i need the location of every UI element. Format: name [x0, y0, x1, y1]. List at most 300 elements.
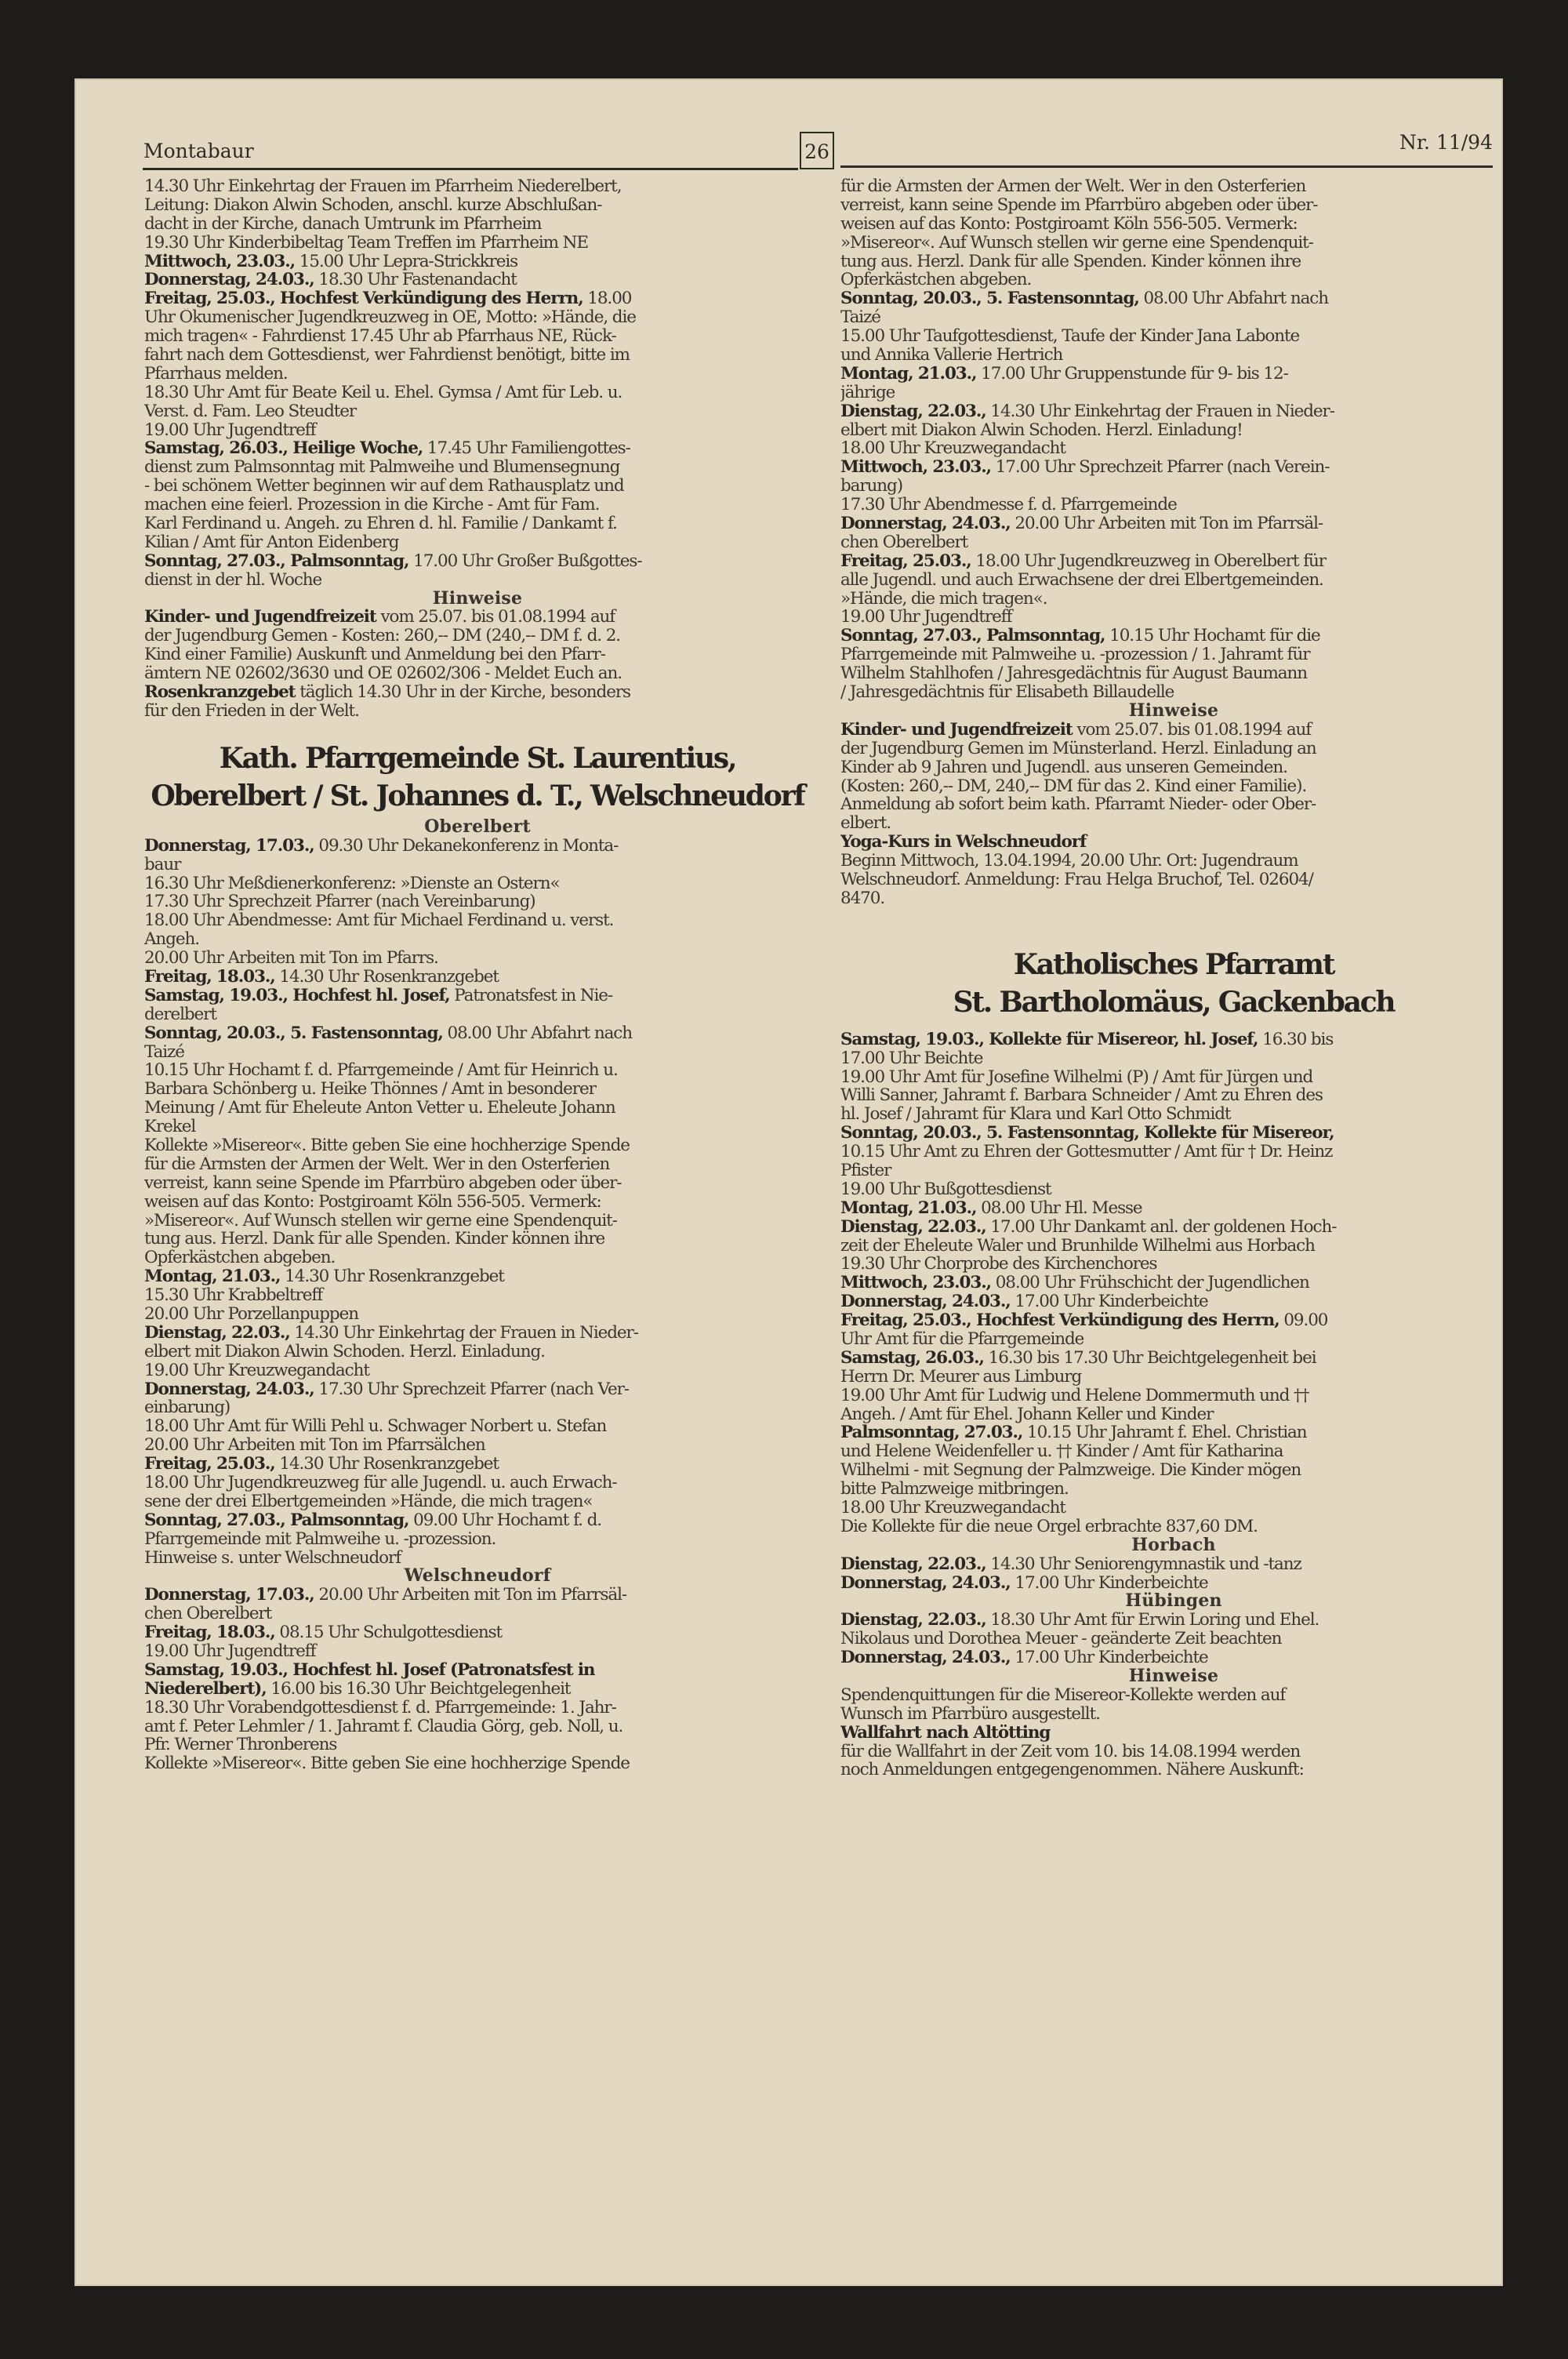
bold-lead: Donnerstag, 17.03., [144, 836, 314, 856]
line-text: für den Frieden in der Welt. [144, 701, 359, 721]
text-line [144, 1754, 811, 1773]
line-text: 18.00 [583, 289, 632, 309]
text-line [840, 552, 1507, 571]
text-line [144, 608, 811, 627]
text-line [144, 1212, 811, 1230]
text-line [144, 1249, 811, 1267]
bold-lead: Samstag, 26.03., Heilige Woche, [144, 439, 423, 459]
line-text: 08.00 Uhr Hl. Messe [976, 1198, 1142, 1218]
line-text: 14.30 Uhr Rosenkranzgebet [274, 1455, 499, 1474]
bold-lead: Dienstag, 22.03., [144, 1323, 290, 1343]
line-text: »Hände, die mich tragen«. [840, 589, 1047, 609]
bold-lead: Mittwoch, 23.03., [840, 1274, 991, 1293]
line-text: derelbert [144, 1005, 216, 1024]
line-text: Wunsch im Pfarrbüro ausgestellt. [840, 1704, 1100, 1724]
text-line [144, 1043, 811, 1062]
bold-lead: Freitag, 25.03., [144, 1455, 275, 1474]
line-text: 18.30 Uhr Amt für Beate Keil u. Ehel. Gymsa / Amt für Leb. u. [144, 383, 622, 402]
bold-lead: Wallfahrt nach Altötting [840, 1723, 1051, 1743]
line-text: fahrt nach dem Gottesdienst, wer Fahrdienst benötigt, bitte im [144, 346, 630, 365]
text-line [144, 514, 811, 533]
text-line [144, 911, 811, 930]
text-line [144, 552, 811, 571]
text-line [840, 383, 1507, 402]
line-text: für die Ärmsten der Armen der Welt. Wer in den Osterferien [144, 1154, 610, 1174]
line-text: chen Oberelbert [840, 533, 968, 552]
line-text: Patronatsfest in Nie- [449, 986, 613, 1005]
line-text: Pfr. Werner Thronberens [144, 1736, 337, 1755]
line-text: Wilhelm Stahlhofen / Jahresgedächtnis für August Baumann [840, 664, 1307, 684]
hinweise-heading-right: Hinweise [1128, 701, 1219, 721]
text-line [144, 1642, 811, 1661]
line-text: 15.00 Uhr Taufgottesdienst, Taufe der Kinder Jana Labonte [840, 327, 1300, 347]
section-title-gackenbach-1: Katholisches Pfarramt [1013, 947, 1334, 981]
text-line [144, 930, 811, 949]
text-line [840, 1648, 1507, 1667]
text-line [144, 1492, 811, 1511]
text-line [144, 683, 811, 702]
text-line [840, 1574, 1507, 1593]
line-text: vom 25.07. bis 01.08.1994 auf [1072, 720, 1312, 740]
text-line [144, 1118, 811, 1136]
text-line [144, 1174, 811, 1193]
text-line [144, 327, 811, 346]
line-text: tung aus. Herzl. Dank für alle Spenden. Kinder können ihre [144, 1230, 605, 1249]
line-text: Verst. d. Fam. Leo Steudter [144, 402, 357, 421]
text-line [144, 892, 811, 911]
bold-lead: Kinder- und Jugendfreizeit [144, 608, 376, 627]
line-text: 17.30 Uhr Abendmesse f. d. Pfarrgemeinde [840, 496, 1177, 515]
line-text: 18.00 Uhr Kreuzwegandacht [840, 439, 1065, 459]
bold-lead: Donnerstag, 24.03., [840, 1573, 1011, 1593]
line-text: / Jahresgedächtnis für Elisabeth Billaudelle [840, 683, 1174, 702]
line-text: 18.00 Uhr Kreuzwegandacht [840, 1499, 1065, 1518]
text-line [840, 1292, 1507, 1311]
line-text: verreist, kann seine Spende im Pfarrbüro abgeben oder über- [144, 1173, 622, 1193]
text-line [840, 365, 1507, 383]
bold-lead: Samstag, 26.03., [840, 1348, 984, 1368]
line-text: »Misereor«. Auf Wunsch stellen wir gerne eine Spendenquit- [144, 1211, 617, 1230]
line-text: 20.00 Uhr Arbeiten mit Ton im Pfarrs. [144, 949, 438, 968]
line-text: 17.00 Uhr Sprechzeit Pfarrer (nach Verein- [990, 458, 1330, 478]
line-text: Anmeldung ab sofort beim kath. Pfarramt Nieder- oder Ober- [840, 795, 1316, 815]
text-line [840, 1330, 1507, 1349]
text-line [840, 1180, 1507, 1199]
line-text: Kollekte »Misereor«. Bitte geben Sie eine hochherzige Spende [144, 1136, 630, 1155]
section-title-laurentius-2: Oberelbert / St. Johannes d. T., Welschneudorf [151, 779, 804, 812]
line-text: Kinder ab 9 Jahren und Jugendl. aus unseren Gemeinden. [840, 758, 1287, 777]
text-line [840, 421, 1507, 440]
text-line [840, 814, 1507, 833]
line-text: - bei schönem Wetter beginnen wir auf dem Rathausplatz und [144, 477, 624, 496]
text-line [144, 1530, 811, 1549]
bold-lead: Sonntag, 27.03., Palmsonntag, [144, 1510, 409, 1530]
line-text: weisen auf das Konto: Postgiroamt Köln 556-505. Vermerk: [840, 214, 1298, 234]
line-text: Nikolaus und Dorothea Meuer - geänderte Zeit beachten [840, 1630, 1282, 1649]
line-text: Kollekte »Misereor«. Bitte geben Sie eine hochherzige Spende [144, 1754, 630, 1774]
huebingen-block [840, 1611, 1507, 1667]
bold-lead: Freitag, 18.03., [144, 1623, 275, 1643]
text-line [840, 289, 1507, 308]
text-line [840, 1705, 1507, 1724]
line-text: 17.00 Uhr Kinderbeichte [1010, 1292, 1208, 1312]
bold-lead: Sonntag, 20.03., 5. Fastensonntag, [144, 1023, 443, 1043]
text-line [840, 1237, 1507, 1256]
line-text: Wilhelmi - mit Segnung der Palmzweige. Die Kinder mögen [840, 1461, 1301, 1481]
hinweise-heading: Hinweise [432, 589, 523, 609]
line-text: jährige [840, 383, 895, 402]
text-line [840, 1030, 1507, 1049]
line-text: 17.00 Uhr Kinderbeichte [1010, 1573, 1208, 1593]
bold-lead: Mittwoch, 23.03., [144, 252, 295, 271]
line-text: 16.30 bis [1258, 1030, 1334, 1049]
text-line [840, 439, 1507, 458]
line-text: hl. Josef / Jahramt für Klara und Karl Otto Schmidt [840, 1105, 1231, 1125]
line-text: verreist, kann seine Spende im Pfarrbüro abgeben oder über- [840, 195, 1318, 215]
text-line [840, 1611, 1507, 1630]
line-text: Leitung: Diakon Alwin Schoden, anschl. kurze Abschlußan- [144, 195, 602, 215]
line-text: und Annika Vallerie Hertrich [840, 346, 1063, 365]
line-text: 20.00 Uhr Arbeiten mit Ton im Pfarrsäl- [314, 1586, 627, 1605]
line-text: 20.00 Uhr Porzellanpuppen [144, 1304, 358, 1324]
text-line [840, 327, 1507, 346]
line-text: 14.30 Uhr Seniorengymnastik und -tanz [985, 1554, 1301, 1574]
huebingen-heading: Hübingen [1125, 1592, 1222, 1612]
line-text: 17.00 Uhr Beichte [840, 1049, 983, 1068]
text-line [144, 477, 811, 496]
text-line [840, 271, 1507, 289]
header-rule-right [840, 165, 1493, 168]
spacer [144, 721, 811, 740]
line-text: bitte Palmzweige mitbringen. [840, 1480, 1069, 1499]
line-text: 8470. [840, 889, 885, 908]
text-line [144, 196, 811, 215]
text-line [144, 421, 811, 440]
line-text: Pfister [840, 1161, 891, 1180]
line-text: dacht in der Kirche, danach Umtrunk im Pfarrheim [144, 214, 542, 234]
line-text: baur [144, 855, 181, 874]
horbach-heading: Horbach [1131, 1536, 1216, 1555]
spacer [840, 908, 1507, 927]
line-text: 10.15 Uhr Amt zu Ehren der Gottesmutter / Amt für † Dr. Heinz [840, 1143, 1333, 1161]
line-text: 19.00 Uhr Jugendtreff [840, 608, 1012, 627]
text-line [840, 1349, 1507, 1368]
line-text: 08.15 Uhr Schulgottesdienst [274, 1623, 503, 1643]
oberelbert-heading: Oberelbert [424, 817, 531, 837]
text-line [144, 177, 811, 196]
section-title-gackenbach-2: St. Bartholomäus, Gackenbach [953, 985, 1395, 1019]
text-line [840, 477, 1507, 496]
line-text: 19.00 Uhr Amt für Ludwig und Helene Dommermuth und †† [840, 1386, 1309, 1405]
line-text: Kind einer Familie) Auskunft und Anmeldung bei den Pfarr- [144, 645, 605, 665]
text-line [840, 1199, 1507, 1218]
line-text: 19.30 Uhr Kinderbibeltag Team Treffen im Pfarrheim NE [144, 233, 588, 253]
line-text: »Misereor«. Auf Wunsch stellen wir gerne eine Spendenquit- [840, 233, 1313, 253]
line-text: Kilian / Amt für Anton Eidenberg [144, 533, 399, 552]
line-text: 14.30 Uhr Rosenkranzgebet [280, 1267, 504, 1287]
text-line [840, 1442, 1507, 1461]
line-text: 17.30 Uhr Sprechzeit Pfarrer (nach Vereinbarung) [144, 892, 535, 912]
bold-lead: Palmsonntag, 27.03., [840, 1423, 1023, 1443]
line-text: 08.00 Uhr Abfahrt nach [442, 1023, 632, 1043]
text-line [144, 1193, 811, 1212]
text-line [840, 590, 1507, 609]
text-line [144, 1586, 811, 1605]
text-line [840, 852, 1507, 871]
line-text: 19.00 Uhr Jugendtreff [144, 420, 316, 440]
text-line [144, 856, 811, 874]
line-text: Taizé [144, 1042, 184, 1062]
line-text: tung aus. Herzl. Dank für alle Spenden. Kinder können ihre [840, 252, 1301, 271]
line-text: Die Kollekte für die neue Orgel erbrachte 837,60 DM. [840, 1517, 1258, 1536]
line-text: Angeh. [144, 930, 199, 950]
text-line [144, 215, 811, 234]
text-line [144, 1380, 811, 1399]
line-text: elbert. [840, 814, 891, 834]
bold-lead: Rosenkranzgebet [144, 683, 296, 702]
page-number-box: 26 [800, 132, 834, 169]
horbach-block [840, 1555, 1507, 1593]
text-line [840, 1555, 1507, 1574]
text-line [840, 608, 1507, 627]
line-text: zeit der Eheleute Waler und Brunhilde Wilhelmi aus Horbach [840, 1236, 1315, 1256]
text-line [840, 740, 1507, 758]
line-text: Opferkästchen abgeben. [144, 1249, 336, 1268]
text-line [144, 439, 811, 458]
bold-lead: Montag, 21.03., [840, 364, 977, 383]
text-line [144, 645, 811, 664]
text-line [144, 1343, 811, 1361]
header-town: Montabaur [143, 140, 254, 162]
line-text: 19.00 Uhr Jugendtreff [144, 1642, 316, 1661]
text-line [840, 1499, 1507, 1518]
hinweise-block-right [840, 721, 1507, 908]
line-text: 09.00 Uhr Hochamt f. d. [408, 1510, 602, 1530]
text-line [144, 1436, 811, 1455]
text-line [840, 177, 1507, 196]
text-line [144, 458, 811, 477]
line-text: 18.30 Uhr Vorabendgottesdienst f. d. Pfarrgemeinde: 1. Jahr- [144, 1698, 616, 1717]
line-text: mich tragen« - Fahrdienst 17.45 Uhr ab Pfarrhaus NE, Rück- [144, 327, 616, 347]
hinweise-block-right-2 [840, 1686, 1507, 1779]
text-line [144, 1661, 811, 1680]
line-text: 17.00 Uhr Großer Bußgottes- [408, 551, 642, 571]
bold-lead: Freitag, 25.03., [840, 551, 971, 571]
text-line [144, 289, 811, 308]
text-line [840, 1255, 1507, 1274]
text-line [144, 365, 811, 383]
bold-lead: Donnerstag, 24.03., [840, 514, 1011, 533]
bold-lead: Kinder- und Jugendfreizeit [840, 720, 1073, 740]
bold-lead: Sonntag, 27.03., Palmsonntag, [144, 551, 409, 571]
line-text: 10.15 Uhr Jahramt f. Ehel. Christian [1022, 1423, 1307, 1443]
bold-lead: Dienstag, 22.03., [840, 1217, 986, 1237]
line-text: 17.45 Uhr Familiengottes- [423, 439, 630, 459]
text-line [840, 1049, 1507, 1068]
hinweise-heading-right-2: Hinweise [1128, 1667, 1219, 1686]
line-text: 08.00 Uhr Abfahrt nach [1138, 289, 1328, 309]
text-line [840, 795, 1507, 814]
header-rule-left [143, 168, 798, 170]
text-line [840, 533, 1507, 552]
line-text: Opferkästchen abgeben. [840, 271, 1032, 290]
text-line [144, 1680, 811, 1699]
line-text: 15.00 Uhr Lepra-Strickkreis [294, 252, 518, 271]
text-line [144, 1398, 811, 1417]
text-line [144, 1136, 811, 1155]
line-text: vom 25.07. bis 01.08.1994 auf [376, 608, 615, 627]
text-line [144, 1623, 811, 1642]
text-line [840, 1105, 1507, 1124]
text-line [144, 1061, 811, 1080]
line-text: 17.00 Uhr Gruppenstunde für 9- bis 12- [976, 364, 1288, 383]
line-text: Pfarrgemeinde mit Palmweihe u. -prozession. [144, 1529, 496, 1549]
text-line [144, 837, 811, 856]
text-line [144, 253, 811, 271]
line-text: 17.00 Uhr Dankamt anl. der goldenen Hoch- [985, 1217, 1337, 1237]
line-text: elbert mit Diakon Alwin Schoden. Herzl. Einladung. [144, 1342, 545, 1361]
line-text: 14.30 Uhr Einkehrtag der Frauen im Pfarrheim Niederelbert, [144, 177, 622, 196]
text-line [144, 533, 811, 552]
text-line [840, 514, 1507, 533]
bold-lead: Samstag, 19.03., Hochfest hl. Josef, [144, 986, 450, 1005]
line-text: 19.30 Uhr Chorprobe des Kirchenchores [840, 1255, 1157, 1274]
line-text: ämtern NE 02602/3630 und OE 02602/306 - Meldet Euch an. [144, 664, 622, 684]
line-text: 18.00 Uhr Amt für Willi Pehl u. Schwager Norbert u. Stefan [144, 1417, 607, 1437]
text-line [840, 402, 1507, 421]
text-line [840, 196, 1507, 215]
line-text: weisen auf das Konto: Postgiroamt Köln 556-505. Vermerk: [144, 1192, 601, 1212]
line-text: Angeh. / Amt für Ehel. Johann Keller und Kinder [840, 1405, 1214, 1424]
line-text: dienst zum Palmsonntag mit Palmweihe und Blumensegnung [144, 458, 620, 478]
text-line [144, 1511, 811, 1530]
line-text: (Kosten: 260,-- DM, 240,-- DM für das 2. Kind einer Familie). [840, 776, 1307, 796]
line-text: 08.00 Uhr Frühschicht der Jugendlichen [990, 1274, 1309, 1293]
text-line [144, 949, 811, 968]
bold-lead: Mittwoch, 23.03., [840, 458, 991, 478]
text-line [144, 1286, 811, 1305]
text-line [840, 645, 1507, 664]
bold-lead: Montag, 21.03., [144, 1267, 281, 1287]
line-text: der Jugendburg Gemen - Kosten: 260,-- DM (240,-- DM f. d. 2. [144, 627, 621, 646]
line-text: und Helene Weidenfeller u. †† Kinder / Amt für Katharina [840, 1442, 1283, 1462]
line-text: noch Anmeldungen entgegengenommen. Nähere Auskunft: [840, 1761, 1304, 1780]
line-text: Welschneudorf. Anmeldung: Frau Helga Bruchof, Tel. 02604/ [840, 870, 1313, 889]
oberelbert-block [144, 837, 811, 1568]
text-line [840, 1124, 1507, 1143]
right-column [840, 177, 1507, 1779]
bold-lead: Freitag, 25.03., Hochfest Verkündigung des Herrn, [144, 289, 583, 309]
bold-lead: Yoga-Kurs in Welschneudorf [840, 833, 1087, 852]
line-text: barung) [840, 477, 903, 496]
text-line [840, 1274, 1507, 1292]
line-text: Pfarrgemeinde mit Palmweihe u. -prozession / 1. Jahramt für [840, 645, 1310, 665]
line-text: Uhr Amt für die Pfarrgemeinde [840, 1329, 1084, 1349]
text-line [144, 1024, 811, 1043]
line-text: 20.00 Uhr Arbeiten mit Ton im Pfarrsälchen [144, 1436, 485, 1456]
text-line [144, 383, 811, 402]
text-line [144, 968, 811, 987]
line-text: 15.30 Uhr Krabbeltreff [144, 1286, 323, 1305]
line-text: Meinung / Amt für Eheleute Anton Vetter u. Eheleute Johann [144, 1099, 615, 1118]
line-text: 17.30 Uhr Sprechzeit Pfarrer (nach Ver- [314, 1379, 629, 1399]
line-text: Herrn Dr. Meurer aus Limburg [840, 1367, 1082, 1387]
bold-lead: Dienstag, 22.03., [840, 402, 986, 421]
text-line [840, 1368, 1507, 1387]
bold-lead: Montag, 21.03., [840, 1198, 977, 1218]
line-text: Karl Ferdinand u. Angeh. zu Ehren d. hl. Familie / Dankamt f. [144, 514, 617, 533]
text-line [840, 215, 1507, 234]
text-line [144, 1361, 811, 1380]
text-line [840, 1423, 1507, 1442]
text-line [840, 721, 1507, 740]
text-line [840, 1630, 1507, 1648]
line-text: amt f. Peter Lehmler / 1. Jahramt f. Claudia Görg, geb. Noll, u. [144, 1717, 623, 1736]
text-line [840, 234, 1507, 253]
line-text: 16.30 bis 17.30 Uhr Beichtgelegenheit bei [983, 1348, 1316, 1368]
line-text: 09.00 [1279, 1311, 1328, 1330]
text-line [144, 571, 811, 590]
line-text: Uhr Ökumenischer Jugendkreuzweg in OE, Motto: »Hände, die [144, 308, 636, 328]
text-line [840, 1686, 1507, 1705]
text-line [840, 758, 1507, 777]
text-line [144, 308, 811, 327]
text-line [144, 346, 811, 365]
text-line [840, 308, 1507, 327]
bold-lead: Freitag, 18.03., [144, 967, 275, 987]
text-line [144, 1267, 811, 1286]
text-line [144, 664, 811, 683]
line-text: 14.30 Uhr Einkehrtag der Frauen in Nieder- [985, 402, 1334, 421]
welschneudorf-block [144, 1586, 811, 1773]
text-line [840, 889, 1507, 908]
text-line [144, 627, 811, 645]
line-text: 10.15 Uhr Hochamt f. d. Pfarrgemeinde / Amt für Heinrich u. [144, 1061, 618, 1081]
gackenbach-block [840, 1030, 1507, 1536]
line-text: elbert mit Diakon Alwin Schoden. Herzl. Einladung! [840, 420, 1243, 440]
line-text: der Jugendburg Gemen im Münsterland. Herzl. Einladung an [840, 739, 1316, 758]
line-text: Krekel [144, 1118, 196, 1136]
bold-lead: Dienstag, 22.03., [840, 1554, 986, 1574]
text-line [840, 1724, 1507, 1743]
section-title-laurentius-1: Kath. Pfarrgemeinde St. Laurentius, [219, 741, 736, 775]
bold-lead: Dienstag, 22.03., [840, 1611, 986, 1630]
text-line [840, 1068, 1507, 1087]
bold-lead: Niederelbert), [144, 1679, 267, 1699]
line-text: Barbara Schönberg u. Heike Thönnes / Amt in besonderer [144, 1080, 596, 1100]
text-line [840, 346, 1507, 365]
bold-lead: Sonntag, 27.03., Palmsonntag, [840, 627, 1105, 646]
hinweise-block [144, 608, 811, 720]
line-text: 16.30 Uhr Meßdienerkonferenz: »Dienste an Ostern« [144, 874, 560, 893]
text-line [840, 1461, 1507, 1480]
line-text: machen eine feierl. Prozession in die Kirche - Amt für Fam. [144, 496, 600, 515]
text-line [840, 1086, 1507, 1105]
bold-lead: Samstag, 19.03., Kollekte für Misereor, hl. Josef, [840, 1030, 1258, 1049]
line-text: 20.00 Uhr Arbeiten mit Ton im Pfarrsäl- [1010, 514, 1323, 533]
text-line [840, 1218, 1507, 1237]
text-line [840, 496, 1507, 514]
text-line [144, 1099, 811, 1118]
line-text: 16.00 bis 16.30 Uhr Beichtgelegenheit [266, 1679, 571, 1699]
text-line [144, 496, 811, 514]
line-text: 18.00 Uhr Jugendkreuzweg in Oberelbert für [971, 551, 1326, 571]
text-line [144, 702, 811, 721]
text-line [840, 1311, 1507, 1330]
text-line [840, 1161, 1507, 1180]
continuation-block [840, 177, 1507, 702]
bold-lead: Donnerstag, 24.03., [840, 1648, 1011, 1668]
